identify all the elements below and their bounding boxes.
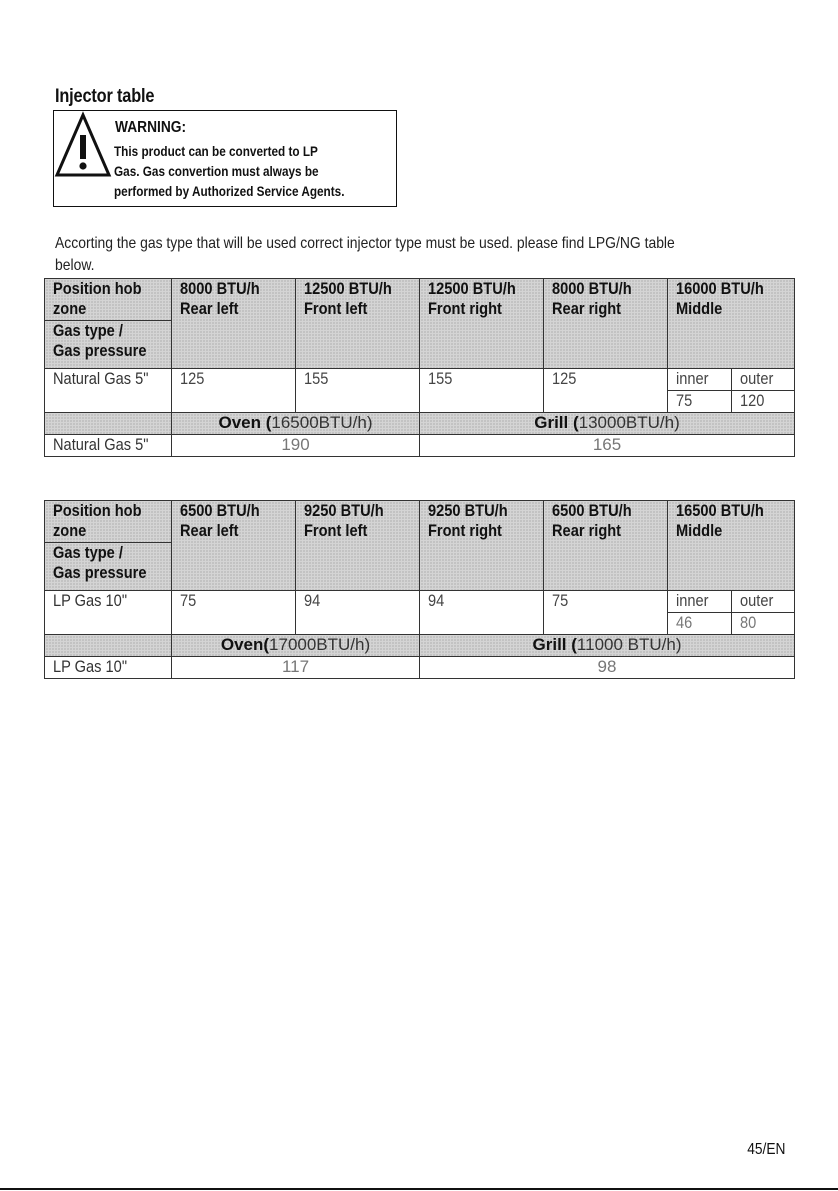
grill-header: Grill (13000BTU/h) (420, 413, 795, 435)
injector-value: 125 (544, 369, 668, 413)
zone-header: 9250 BTU/h Front left (296, 501, 420, 591)
injector-value: 75 (172, 591, 296, 635)
warning-heading: WARNING: (115, 119, 187, 136)
injector-value: 94 (420, 591, 544, 635)
injector-value: 125 (172, 369, 296, 413)
gas-type-label: LP Gas 10" (45, 657, 172, 679)
injector-table-natural-gas (44, 278, 795, 457)
outer-value: 120 (732, 391, 795, 413)
injector-value: 94 (296, 591, 420, 635)
injector-value: 75 (544, 591, 668, 635)
outer-value: 80 (732, 613, 795, 635)
zone-header: 6500 BTU/h Rear left (172, 501, 296, 591)
warning-triangle-icon (54, 111, 112, 179)
gas-type-label: Natural Gas 5" (45, 369, 172, 413)
header-position-hob: Position hob zone (45, 501, 172, 543)
outer-label: outer (732, 591, 795, 613)
gas-type-label: LP Gas 10" (45, 591, 172, 635)
warning-text (114, 141, 383, 201)
oven-grill-header-blank (45, 635, 172, 657)
zone-header: 16000 BTU/h Middle (668, 279, 795, 369)
inner-value: 75 (668, 391, 732, 413)
injector-value: 155 (420, 369, 544, 413)
oven-header: Oven (16500BTU/h) (172, 413, 420, 435)
grill-header: Grill (11000 BTU/h) (420, 635, 795, 657)
oven-grill-header-blank (45, 413, 172, 435)
warning-line: Gas. Gas convertion must always be (114, 163, 319, 179)
injector-value: 155 (296, 369, 420, 413)
oven-header: Oven(17000BTU/h) (172, 635, 420, 657)
oven-value: 117 (172, 657, 420, 679)
oven-value: 190 (172, 435, 420, 457)
header-position-hob: Position hob zone (45, 279, 172, 321)
warning-box (53, 110, 397, 207)
zone-header: 8000 BTU/h Rear right (544, 279, 668, 369)
intro-line: Accorting the gas type that will be used correct injector type must be used. please find LPG/NG table (55, 235, 675, 252)
bottom-rule (0, 1188, 838, 1190)
outer-label: outer (732, 369, 795, 391)
inner-label: inner (668, 591, 732, 613)
zone-header: 8000 BTU/h Rear left (172, 279, 296, 369)
injector-table-lp-gas (44, 500, 795, 679)
inner-value: 46 (668, 613, 732, 635)
intro-line: below. (55, 257, 95, 274)
zone-header: 9250 BTU/h Front right (420, 501, 544, 591)
page-number: 45/EN (746, 1141, 785, 1158)
intro-text (55, 233, 716, 277)
inner-label: inner (668, 369, 732, 391)
warning-line: performed by Authorized Service Agents. (114, 183, 345, 199)
zone-header: 12500 BTU/h Front left (296, 279, 420, 369)
gas-type-label: Natural Gas 5" (45, 435, 172, 457)
grill-value: 98 (420, 657, 795, 679)
page-title: Injector table (55, 86, 155, 107)
zone-header: 16500 BTU/h Middle (668, 501, 795, 591)
header-gas-type: Gas type / Gas pressure (45, 321, 172, 369)
warning-line: This product can be converted to LP (114, 143, 318, 159)
zone-header: 6500 BTU/h Rear right (544, 501, 668, 591)
zone-header: 12500 BTU/h Front right (420, 279, 544, 369)
header-gas-type: Gas type / Gas pressure (45, 543, 172, 591)
grill-value: 165 (420, 435, 795, 457)
